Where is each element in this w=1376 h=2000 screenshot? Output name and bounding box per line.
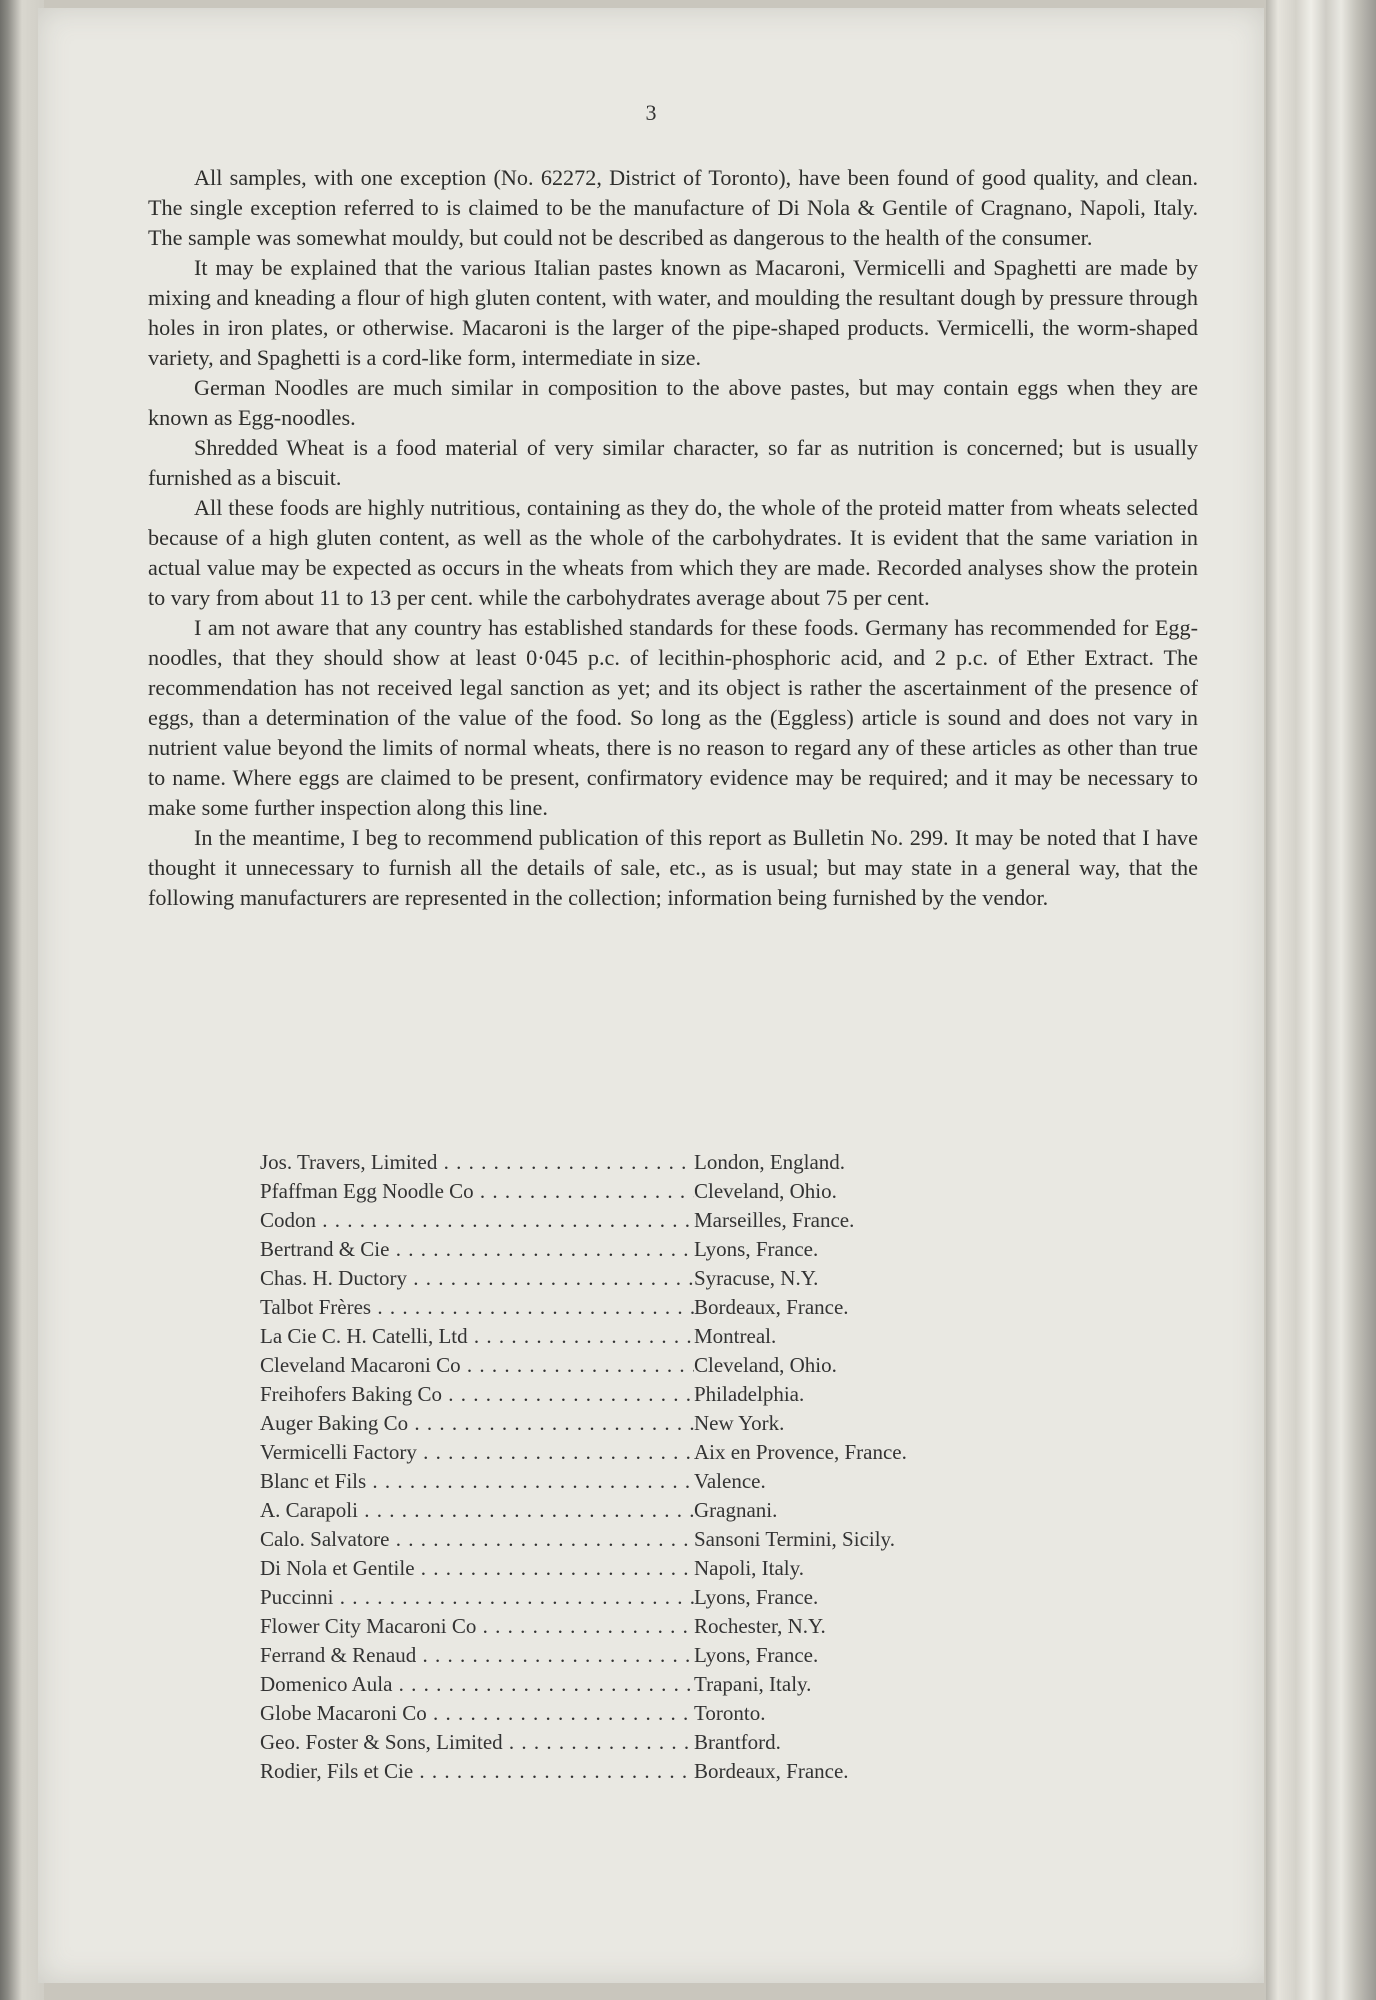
manufacturer-name: Codon . . . <box>260 1206 694 1235</box>
list-item <box>260 1148 1080 1177</box>
manufacturer-location: Aix en Provence, France. <box>694 1440 907 1464</box>
manufacturer-location: Montreal. <box>694 1324 777 1348</box>
list-item <box>260 1351 1080 1380</box>
list-item <box>260 1322 1080 1351</box>
manufacturer-location: Lyons, France. <box>694 1585 819 1609</box>
list-item <box>260 1728 1080 1757</box>
paragraph: Shredded Wheat is a food material of very similar character, so far as nutrition is concerned; but is usually furnished as a biscuit. <box>148 435 1198 490</box>
manufacturer-name: Blanc et Fils . . . <box>260 1467 694 1496</box>
manufacturer-location: Trapani, Italy. <box>694 1672 812 1696</box>
list-item <box>260 1525 1080 1554</box>
paragraph: It may be explained that the various Italian pastes known as Macaroni, Vermicelli and Spaghetti are made by mixing and kneading a flour of high gluten content, with water, and moulding the resultant dough by pressure through holes in iron plates, or otherwise. Macaroni is the larger of the pipe-shaped products. Vermicelli, the worm-shaped variety, and Spaghetti is a cord-like form, intermediate in size. <box>148 255 1198 370</box>
manufacturer-name: Di Nola et Gentile . . . <box>260 1554 694 1583</box>
paragraph: German Noodles are much similar in composition to the above pastes, but may contain eggs when they are known as Egg-noodles. <box>148 375 1198 430</box>
manufacturer-location: Cleveland, Ohio. <box>694 1179 837 1203</box>
list-item <box>260 1235 1080 1264</box>
list-item <box>260 1409 1080 1438</box>
list-item <box>260 1641 1080 1670</box>
list-item <box>260 1670 1080 1699</box>
manufacturer-location: Napoli, Italy. <box>694 1556 805 1580</box>
manufacturer-name: Vermicelli Factory . . . <box>260 1438 694 1467</box>
paragraph: In the meantime, I beg to recommend publication of this report as Bulletin No. 299. It may be noted that I have thought it unnecessary to furnish all the details of sale, etc., as is usual; but may state in a general way, that the following manufacturers are represented in the collection; information being furnished by the vendor. <box>148 825 1198 910</box>
list-item <box>260 1699 1080 1728</box>
manufacturer-name: Auger Baking Co . . . <box>260 1409 694 1438</box>
manufacturer-name: Domenico Aula . . . <box>260 1670 694 1699</box>
manufacturer-location: London, England. <box>694 1150 846 1174</box>
manufacturer-name: Talbot Frères . . . <box>260 1293 694 1322</box>
manufacturer-name: Globe Macaroni Co . . . <box>260 1699 694 1728</box>
list-item <box>260 1438 1080 1467</box>
manufacturer-location: Brantford. <box>694 1730 781 1754</box>
manufacturer-location: Syracuse, N.Y. <box>694 1266 819 1290</box>
paragraph: All samples, with one exception (No. 62272, District of Toronto), have been found of good quality, and clean. The single exception referred to is claimed to be the manufacture of Di Nola & Gentile of Cragnano, Napoli, Italy. The sample was somewhat mouldy, but could not be described as dangerous to the health of the consumer. <box>148 165 1198 250</box>
document-page <box>38 8 1264 1983</box>
page-stack-edge <box>1266 0 1376 2000</box>
manufacturer-location: Lyons, France. <box>694 1643 819 1667</box>
manufacturer-location: Rochester, N.Y. <box>694 1614 826 1638</box>
list-item <box>260 1467 1080 1496</box>
manufacturer-location: Sansoni Termini, Sicily. <box>694 1527 895 1551</box>
manufacturer-location: Bordeaux, France. <box>694 1295 849 1319</box>
manufacturer-location: Toronto. <box>694 1701 766 1725</box>
list-item <box>260 1554 1080 1583</box>
manufacturer-name: Geo. Foster & Sons, Limited . . . <box>260 1728 694 1757</box>
body-text <box>148 163 1198 913</box>
manufacturer-name: Freihofers Baking Co . . . <box>260 1380 694 1409</box>
manufacturer-name: Puccinni . . . <box>260 1583 694 1612</box>
list-item <box>260 1206 1080 1235</box>
manufacturer-list <box>260 1148 1080 1786</box>
list-item <box>260 1293 1080 1322</box>
list-item <box>260 1757 1080 1786</box>
manufacturer-name: Calo. Salvatore . . . <box>260 1525 694 1554</box>
manufacturer-location: Lyons, France. <box>694 1237 819 1261</box>
list-item <box>260 1612 1080 1641</box>
manufacturer-location: Gragnani. <box>694 1498 778 1522</box>
manufacturer-location: Marseilles, France. <box>694 1208 855 1232</box>
manufacturer-name: Rodier, Fils et Cie . . . <box>260 1757 694 1786</box>
manufacturer-name: Flower City Macaroni Co . . . <box>260 1612 694 1641</box>
manufacturer-name: A. Carapoli . . . <box>260 1496 694 1525</box>
list-item <box>260 1264 1080 1293</box>
manufacturer-location: Philadelphia. <box>694 1382 805 1406</box>
paragraph: I am not aware that any country has established standards for these foods. Germany has recommended for Egg-noodles, that they should show at least 0·045 p.c. of lecithin-phosphoric acid, and 2 p.c. of Ether Extract. The recommendation has not received legal sanction as yet; and its object is rather the ascertainment of the presence of eggs, than a determination of the value of the food. So long as the (Eggless) article is sound and does not vary in nutrient value beyond the limits of normal wheats, there is no reason to regard any of these articles as other than true to name. Where eggs are claimed to be present, confirmatory evidence may be required; and it may be necessary to make some further inspection along this line. <box>148 615 1198 820</box>
manufacturer-name: Ferrand & Renaud . . . <box>260 1641 694 1670</box>
page-number: 3 <box>645 100 657 125</box>
manufacturer-name: Chas. H. Ductory . . . <box>260 1264 694 1293</box>
list-item <box>260 1380 1080 1409</box>
list-item <box>260 1583 1080 1612</box>
manufacturer-name: Jos. Travers, Limited . . . <box>260 1148 694 1177</box>
manufacturer-location: Bordeaux, France. <box>694 1759 849 1783</box>
manufacturer-name: La Cie C. H. Catelli, Ltd . . . <box>260 1322 694 1351</box>
manufacturer-name: Cleveland Macaroni Co . . . <box>260 1351 694 1380</box>
list-item <box>260 1496 1080 1525</box>
manufacturer-location: Valence. <box>694 1469 766 1493</box>
paragraph: All these foods are highly nutritious, containing as they do, the whole of the proteid matter from wheats selected because of a high gluten content, as well as the whole of the carbohydrates. It is evident that the same variation in actual value may be expected as occurs in the wheats from which they are made. Recorded analyses show the protein to vary from about 11 to 13 per cent. while the carbohydrates average about 75 per cent. <box>148 495 1198 610</box>
manufacturer-location: Cleveland, Ohio. <box>694 1353 837 1377</box>
list-item <box>260 1177 1080 1206</box>
manufacturer-name: Bertrand & Cie . . . <box>260 1235 694 1264</box>
manufacturer-location: New York. <box>694 1411 785 1435</box>
manufacturer-name: Pfaffman Egg Noodle Co . . . <box>260 1177 694 1206</box>
